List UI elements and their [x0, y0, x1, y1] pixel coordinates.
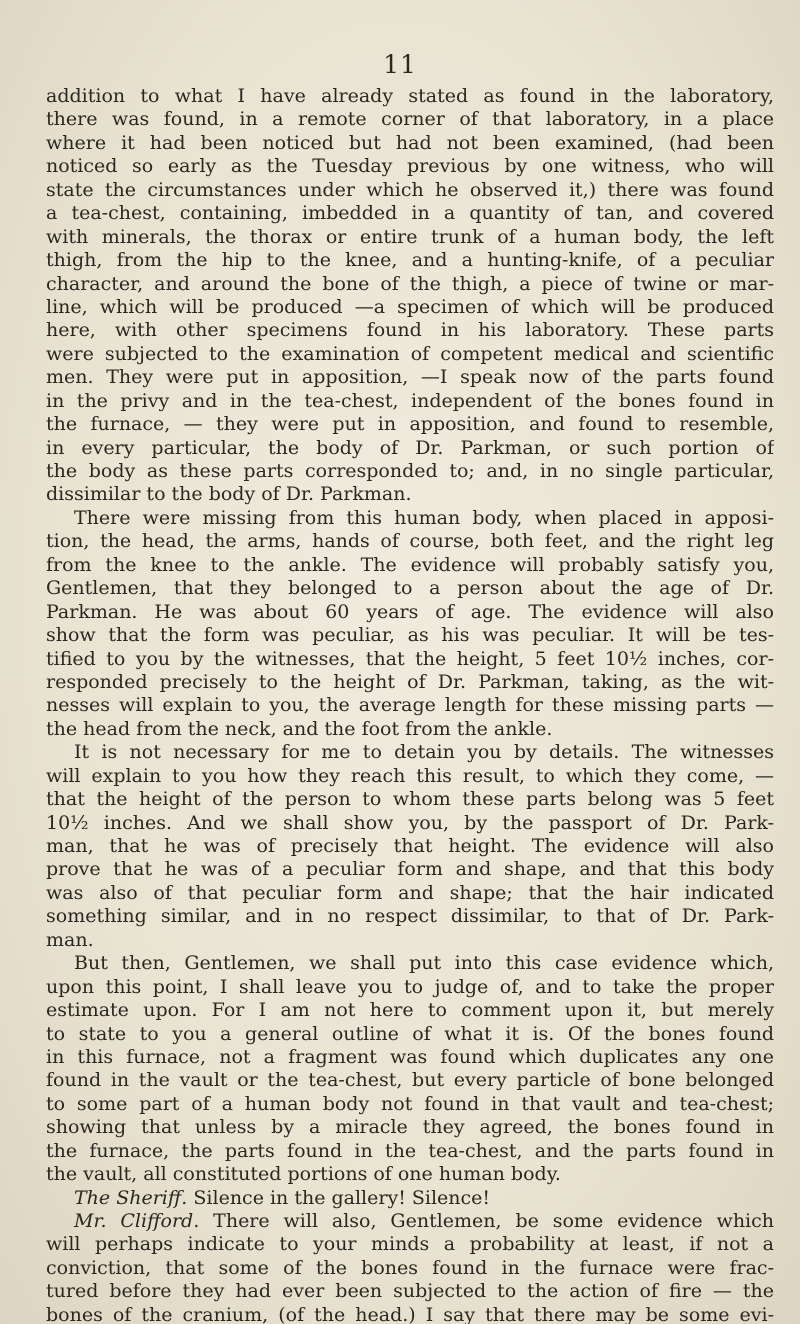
text-line: a tea-chest, containing, imbedded in a quantity of tan, and covered	[46, 202, 774, 225]
text-line: the furnace, — they were put in apposition, and found to resemble,	[46, 413, 774, 436]
text-line: something similar, and in no respect dissimilar, to that of Dr. Park-	[46, 905, 774, 928]
text-line: to some part of a human body not found in that vault and tea-chest;	[46, 1092, 774, 1115]
text-line: tified to you by the witnesses, that the height, 5 feet 10½ inches, cor-	[46, 647, 774, 670]
text-line: line, which will be produced —a specimen of which will be produced	[46, 295, 774, 318]
text-line: thigh, from the hip to the knee, and a hunting-knife, of a peculiar	[46, 249, 774, 272]
text-line: will perhaps indicate to your minds a probability at least, if not a	[46, 1233, 774, 1256]
text-line: prove that he was of a peculiar form and shape, and that this body	[46, 858, 774, 881]
text-line: showing that unless by a miracle they agreed, the bones found in	[46, 1116, 774, 1139]
text-line: man.	[46, 928, 94, 951]
text-line: noticed so early as the Tuesday previous by one witness, who will	[46, 155, 774, 178]
text-line: bones of the cranium, (of the head.) I say that there may be some evi-	[46, 1303, 774, 1324]
text-line: the vault, all constituted portions of one human body.	[46, 1163, 561, 1186]
dialogue-text: There will also, Gentlemen, be some evidence which	[213, 1210, 774, 1232]
dialogue-text: Silence in the gallery! Silence!	[193, 1186, 491, 1209]
text-line: the head from the neck, and the foot from the ankle.	[46, 717, 553, 740]
text-line: found in the vault or the tea-chest, but every particle of bone belonged	[46, 1069, 774, 1092]
text-line: in this furnace, not a fragment was found which duplicates any one	[46, 1045, 774, 1068]
text-line: were subjected to the examination of competent medical and scientific	[46, 342, 774, 365]
text-line: in every particular, the body of Dr. Parkman, or such portion of	[46, 436, 774, 459]
text-line: There were missing from this human body, when placed in apposi-	[74, 506, 774, 529]
text-line: the furnace, the parts found in the tea-chest, and the parts found in	[46, 1139, 774, 1162]
text-line: there was found, in a remote corner of that laboratory, in a place	[46, 108, 774, 131]
text-line: But then, Gentlemen, we shall put into this case evidence which,	[74, 952, 774, 975]
text-line: that the height of the person to whom these parts belong was 5 feet	[46, 788, 774, 811]
text-line: tured before they had ever been subjected to the action of fire — the	[46, 1280, 774, 1303]
text-line: from the knee to the ankle. The evidence will probably satisfy you,	[46, 553, 774, 576]
text-line: upon this point, I shall leave you to judge of, and to take the proper	[46, 975, 774, 998]
text-line: estimate upon. For I am not here to comment upon it, but merely	[46, 999, 774, 1022]
speaker-name: The Sheriff.	[74, 1186, 188, 1209]
text-line: nesses will explain to you, the average length for these missing parts —	[46, 694, 774, 717]
text-line: will explain to you how they reach this result, to which they come, —	[46, 764, 774, 787]
text-line: character, and around the bone of the thigh, a piece of twine or mar-	[46, 272, 774, 295]
body-text	[46, 85, 774, 1324]
text-line: dissimilar to the body of Dr. Parkman.	[46, 483, 412, 506]
text-line: the body as these parts corresponded to; and, in no single particular,	[46, 460, 774, 482]
text-line: man, that he was of precisely that height. The evidence will also	[46, 835, 774, 857]
text-line: responded precisely to the height of Dr. Parkman, taking, as the wit-	[46, 670, 774, 693]
text-line: It is not necessary for me to detain you by details. The witnesses	[74, 741, 774, 764]
text-line: men. They were put in apposition, —I speak now of the parts found	[46, 366, 774, 389]
text-line: 10½ inches. And we shall show you, by the passport of Dr. Park-	[46, 811, 774, 834]
dialogue-line	[46, 1210, 774, 1233]
text-line: with minerals, the thorax or entire trunk of a human body, the left	[46, 225, 774, 248]
text-line: in the privy and in the tea-chest, independent of the bones found in	[46, 389, 774, 412]
text-line: addition to what I have already stated as found in the laboratory,	[46, 85, 774, 107]
text-line: Parkman. He was about 60 years of age. The evidence will also	[46, 600, 774, 623]
text-line: to state to you a general outline of what it is. Of the bones found	[46, 1022, 774, 1045]
dialogue-line	[46, 1187, 774, 1210]
text-line: tion, the head, the arms, hands of course, both feet, and the right leg	[46, 530, 774, 553]
text-line: was also of that peculiar form and shape; that the hair indicated	[46, 881, 774, 904]
text-line: show that the form was peculiar, as his was peculiar. It will be tes-	[46, 624, 774, 647]
page-number: 11	[383, 50, 417, 79]
text-line: where it had been noticed but had not been examined, (had been	[46, 131, 774, 154]
speaker-name: Mr. Clifford.	[74, 1210, 200, 1232]
text-line: state the circumstances under which he observed it,) there was found	[46, 178, 774, 201]
text-line: conviction, that some of the bones found in the furnace were frac-	[46, 1256, 774, 1279]
text-line: here, with other specimens found in his laboratory. These parts	[46, 319, 774, 342]
text-line: Gentlemen, that they belonged to a person about the age of Dr.	[46, 577, 774, 600]
